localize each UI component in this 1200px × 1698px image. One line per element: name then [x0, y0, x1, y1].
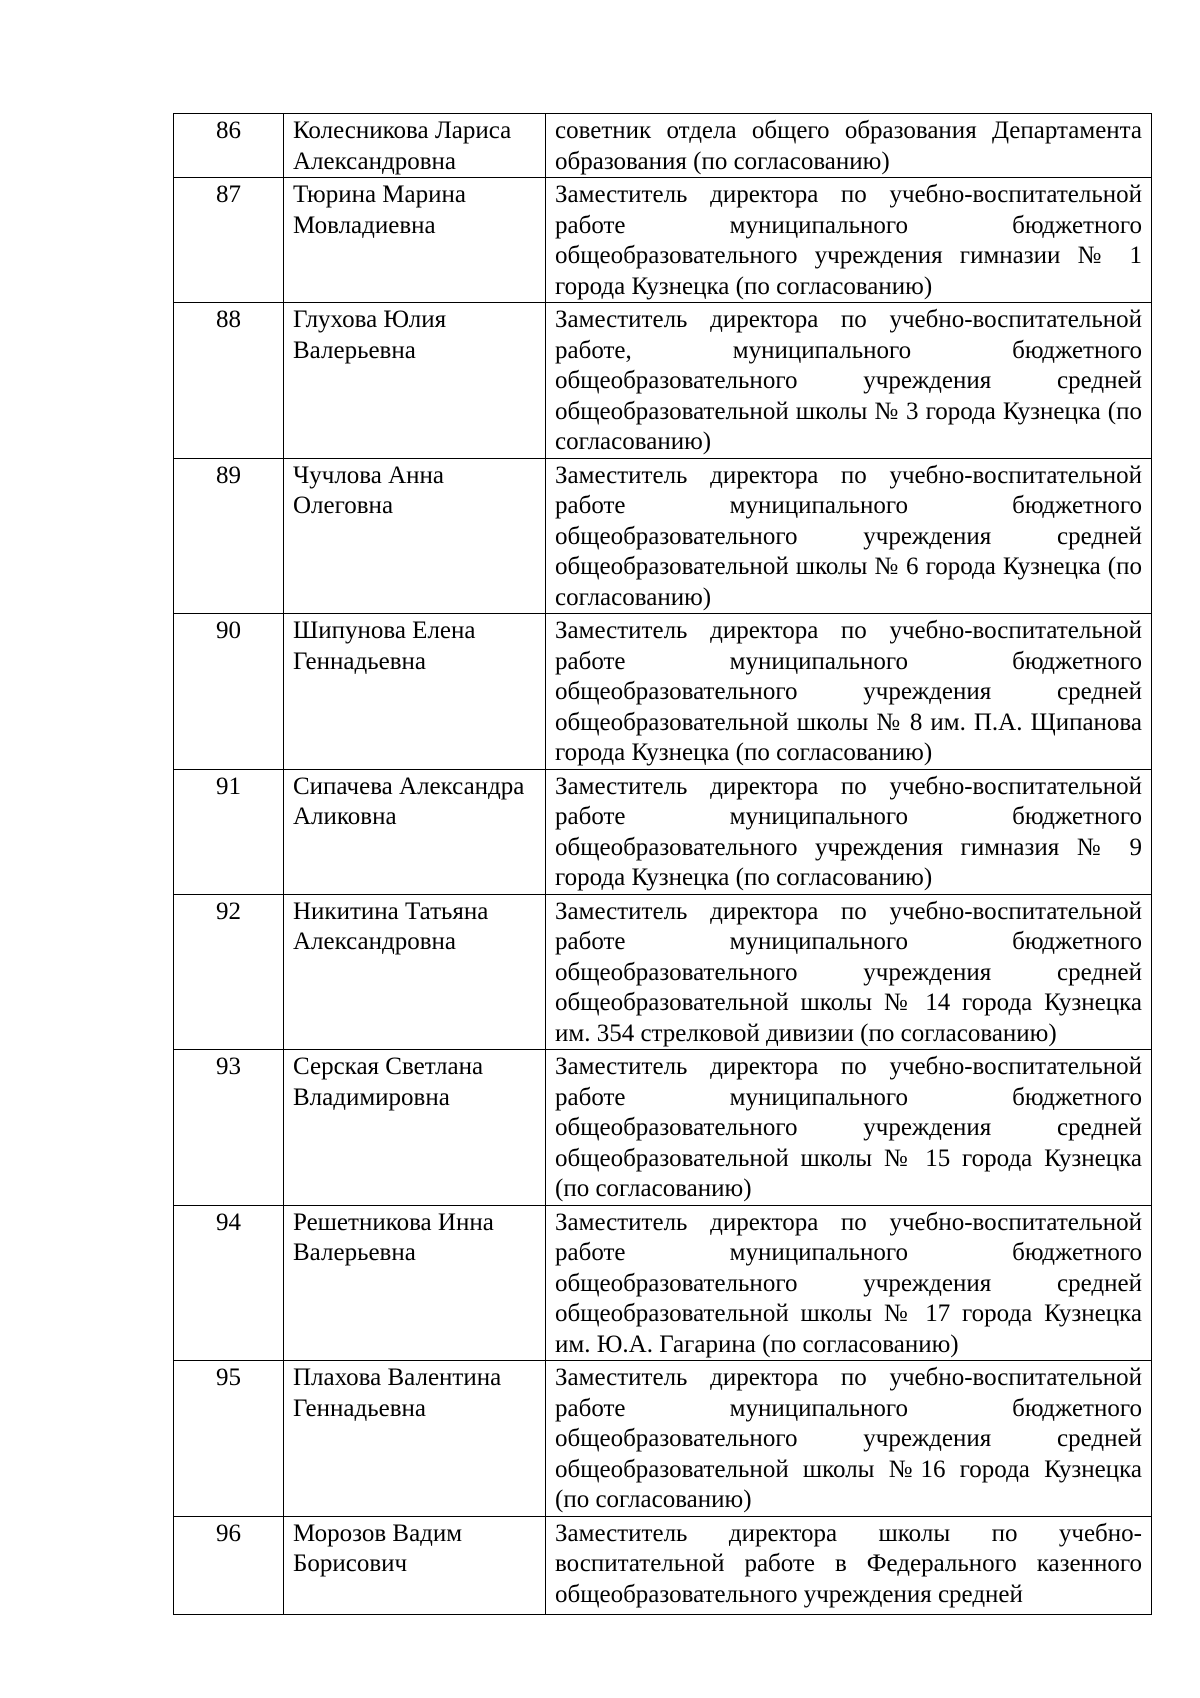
member-name: Решетникова Инна Валерьевна: [284, 1205, 546, 1361]
member-position: Заместитель директора по учебно-воспитательной работе муниципального бюджетного общеобразовательного учреждения средней общеобразовательной школы № 6 города Кузнецка (по согласованию): [546, 458, 1152, 614]
table-row: [174, 178, 1152, 303]
members-table: [173, 113, 1152, 1615]
member-position-text: Заместитель директора школы по учебно-воспитательной работе в Федерального казенного общеобразовательного учреждения средней: [555, 1519, 1142, 1608]
table-row: [174, 1361, 1152, 1517]
member-name: Чучлова Анна Олеговна: [284, 458, 546, 614]
row-number: 89: [174, 458, 284, 614]
member-name: Колесникова Лариса Александровна: [284, 114, 546, 178]
member-position: Заместитель директора по учебно-воспитательной работе муниципального бюджетного общеобразовательного учреждения средней общеобразовательной школы № 15 города Кузнецка (по согласованию): [546, 1050, 1152, 1206]
row-number: 94: [174, 1205, 284, 1361]
table-row: [174, 1516, 1152, 1614]
member-name: Серская Светлана Владимировна: [284, 1050, 546, 1206]
member-position: Заместитель директора по учебно-воспитательной работе муниципального бюджетного общеобразовательного учреждения средней общеобразовательной школы № 14 города Кузнецка им. 354 стрелковой дивизии (по согласованию): [546, 894, 1152, 1050]
member-position: советник отдела общего образования Департамента образования (по согласованию): [546, 114, 1152, 178]
member-position: Заместитель директора по учебно-воспитательной работе муниципального бюджетного общеобразовательного учреждения средней общеобразовательной школы № 8 им. П.А. Щипанова города Кузнецка (по согласованию): [546, 614, 1152, 770]
table-row: [174, 1050, 1152, 1206]
member-position: Заместитель директора по учебно-воспитательной работе, муниципального бюджетного общеобразовательного учреждения средней общеобразовательной школы № 3 города Кузнецка (по согласованию): [546, 303, 1152, 459]
member-position: Заместитель директора по учебно-воспитательной работе муниципального бюджетного общеобразовательного учреждения средней общеобразовательной школы № 17 города Кузнецка им. Ю.А. Гагарина (по согласованию): [546, 1205, 1152, 1361]
member-position: Заместитель директора по учебно-воспитательной работе муниципального бюджетного общеобразовательного учреждения гимназия № 9 города Кузнецка (по согласованию): [546, 769, 1152, 894]
row-number: 92: [174, 894, 284, 1050]
member-position: Заместитель директора по учебно-воспитательной работе муниципального бюджетного общеобразовательного учреждения средней общеобразовательной школы №16 города Кузнецка (по согласованию): [546, 1361, 1152, 1517]
row-number: 91: [174, 769, 284, 894]
row-number: 95: [174, 1361, 284, 1517]
member-name: Тюрина Марина Мовладиевна: [284, 178, 546, 303]
row-number: 93: [174, 1050, 284, 1206]
member-name: Плахова Валентина Геннадьевна: [284, 1361, 546, 1517]
member-name: Морозов Вадим Борисович: [284, 1516, 546, 1614]
table-row: [174, 1205, 1152, 1361]
row-number: 90: [174, 614, 284, 770]
row-number: 96: [174, 1516, 284, 1614]
member-name: Никитина Татьяна Александровна: [284, 894, 546, 1050]
member-position: [546, 1516, 1152, 1614]
table-row: [174, 769, 1152, 894]
table-row: [174, 458, 1152, 614]
table-row: [174, 614, 1152, 770]
member-name: Глухова Юлия Валерьевна: [284, 303, 546, 459]
member-position: Заместитель директора по учебно-воспитательной работе муниципального бюджетного общеобразовательного учреждения гимназии № 1 города Кузнецка (по согласованию): [546, 178, 1152, 303]
table-row: [174, 894, 1152, 1050]
table-row: [174, 114, 1152, 178]
member-name: Шипунова Елена Геннадьевна: [284, 614, 546, 770]
member-name: Сипачева Александра Аликовна: [284, 769, 546, 894]
row-number: 86: [174, 114, 284, 178]
row-number: 88: [174, 303, 284, 459]
row-number: 87: [174, 178, 284, 303]
table-row: [174, 303, 1152, 459]
